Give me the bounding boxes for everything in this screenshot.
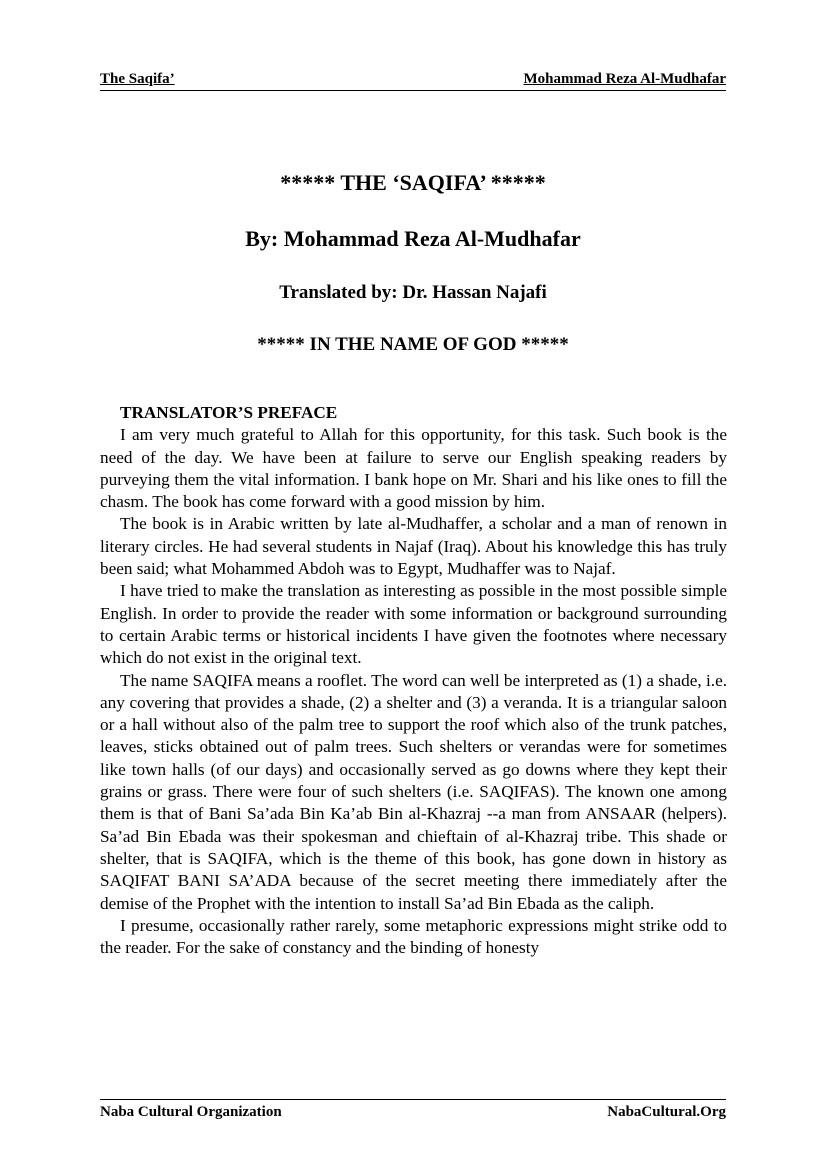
footer-website: NabaCultural.Org [607, 1104, 726, 1120]
invocation-line: ***** IN THE NAME OF GOD ***** [257, 334, 569, 355]
page-header [100, 70, 726, 91]
header-author: Mohammad Reza Al-Mudhafar [523, 71, 726, 87]
author-line: By: Mohammad Reza Al-Mudhafar [245, 226, 581, 251]
paragraph: The name SAQIFA means a rooflet. The word can well be interpreted as (1) a shade, i.e. any covering that provides a shade, (2) a shelter and (3) a veranda. It is a triangular saloon or a hall without also of the palm tree to support the roof which also of the trunk patches, leaves, sticks obtained out of palm trees. Such shelters or verandas were for sometimes like town halls (of our days) and occasionally served as go downs where they kept their grains or grass. There were four of such shelters (i.e. SAQIFAS). The known one among them is that of Bani Sa’ada Bin Ka’ab Bin al-Khazraj --a man from ANSAAR (helpers). Sa’ad Bin Ebada was their spokesman and chieftain of al-Khazraj tribe. This shade or shelter, that is SAQIFA, which is the theme of this book, has gone down in history as SAQIFAT BANI SA’ADA because of the secret meeting there immediately after the demise of the Prophet with the intention to install Sa’ad Bin Ebada as the caliph. [100, 670, 727, 913]
paragraph: I presume, occasionally rather rarely, some metaphoric expressions might strike odd to the reader. For the sake of constancy and the binding of honesty [100, 915, 727, 958]
paragraph: I am very much grateful to Allah for this opportunity, for this task. Such book is the need of the day. We have been at failure to serve our English speaking readers by purveying them the vital information. I bank hope on Mr. Shari and his like ones to fill the chasm. The book has come forward with a good mission by him. [100, 425, 727, 512]
footer-organization: Naba Cultural Organization [100, 1104, 282, 1120]
page-footer [100, 1099, 726, 1121]
paragraph: The book is in Arabic written by late al-Mudhaffer, a scholar and a man of renown in literary circles. He had several students in Najaf (Iraq). About his knowledge this has truly been said; what Mohammed Abdoh was to Egypt, Mudhaffer was to Najaf. [100, 514, 727, 579]
header-book-title: The Saqifa’ [100, 71, 175, 87]
preface-body [100, 402, 727, 959]
document-title: ***** THE ‘SAQIFA’ ***** [280, 170, 546, 195]
translator-line: Translated by: Dr. Hassan Najafi [279, 282, 547, 303]
preface-heading: TRANSLATOR’S PREFACE [120, 403, 338, 422]
title-block [100, 170, 726, 356]
paragraph: I have tried to make the translation as interesting as possible in the most possible simple English. In order to provide the reader with some information or background surrounding to certain Arabic terms or historical incidents I have given the footnotes where necessary which do not exist in the original text. [100, 581, 727, 668]
